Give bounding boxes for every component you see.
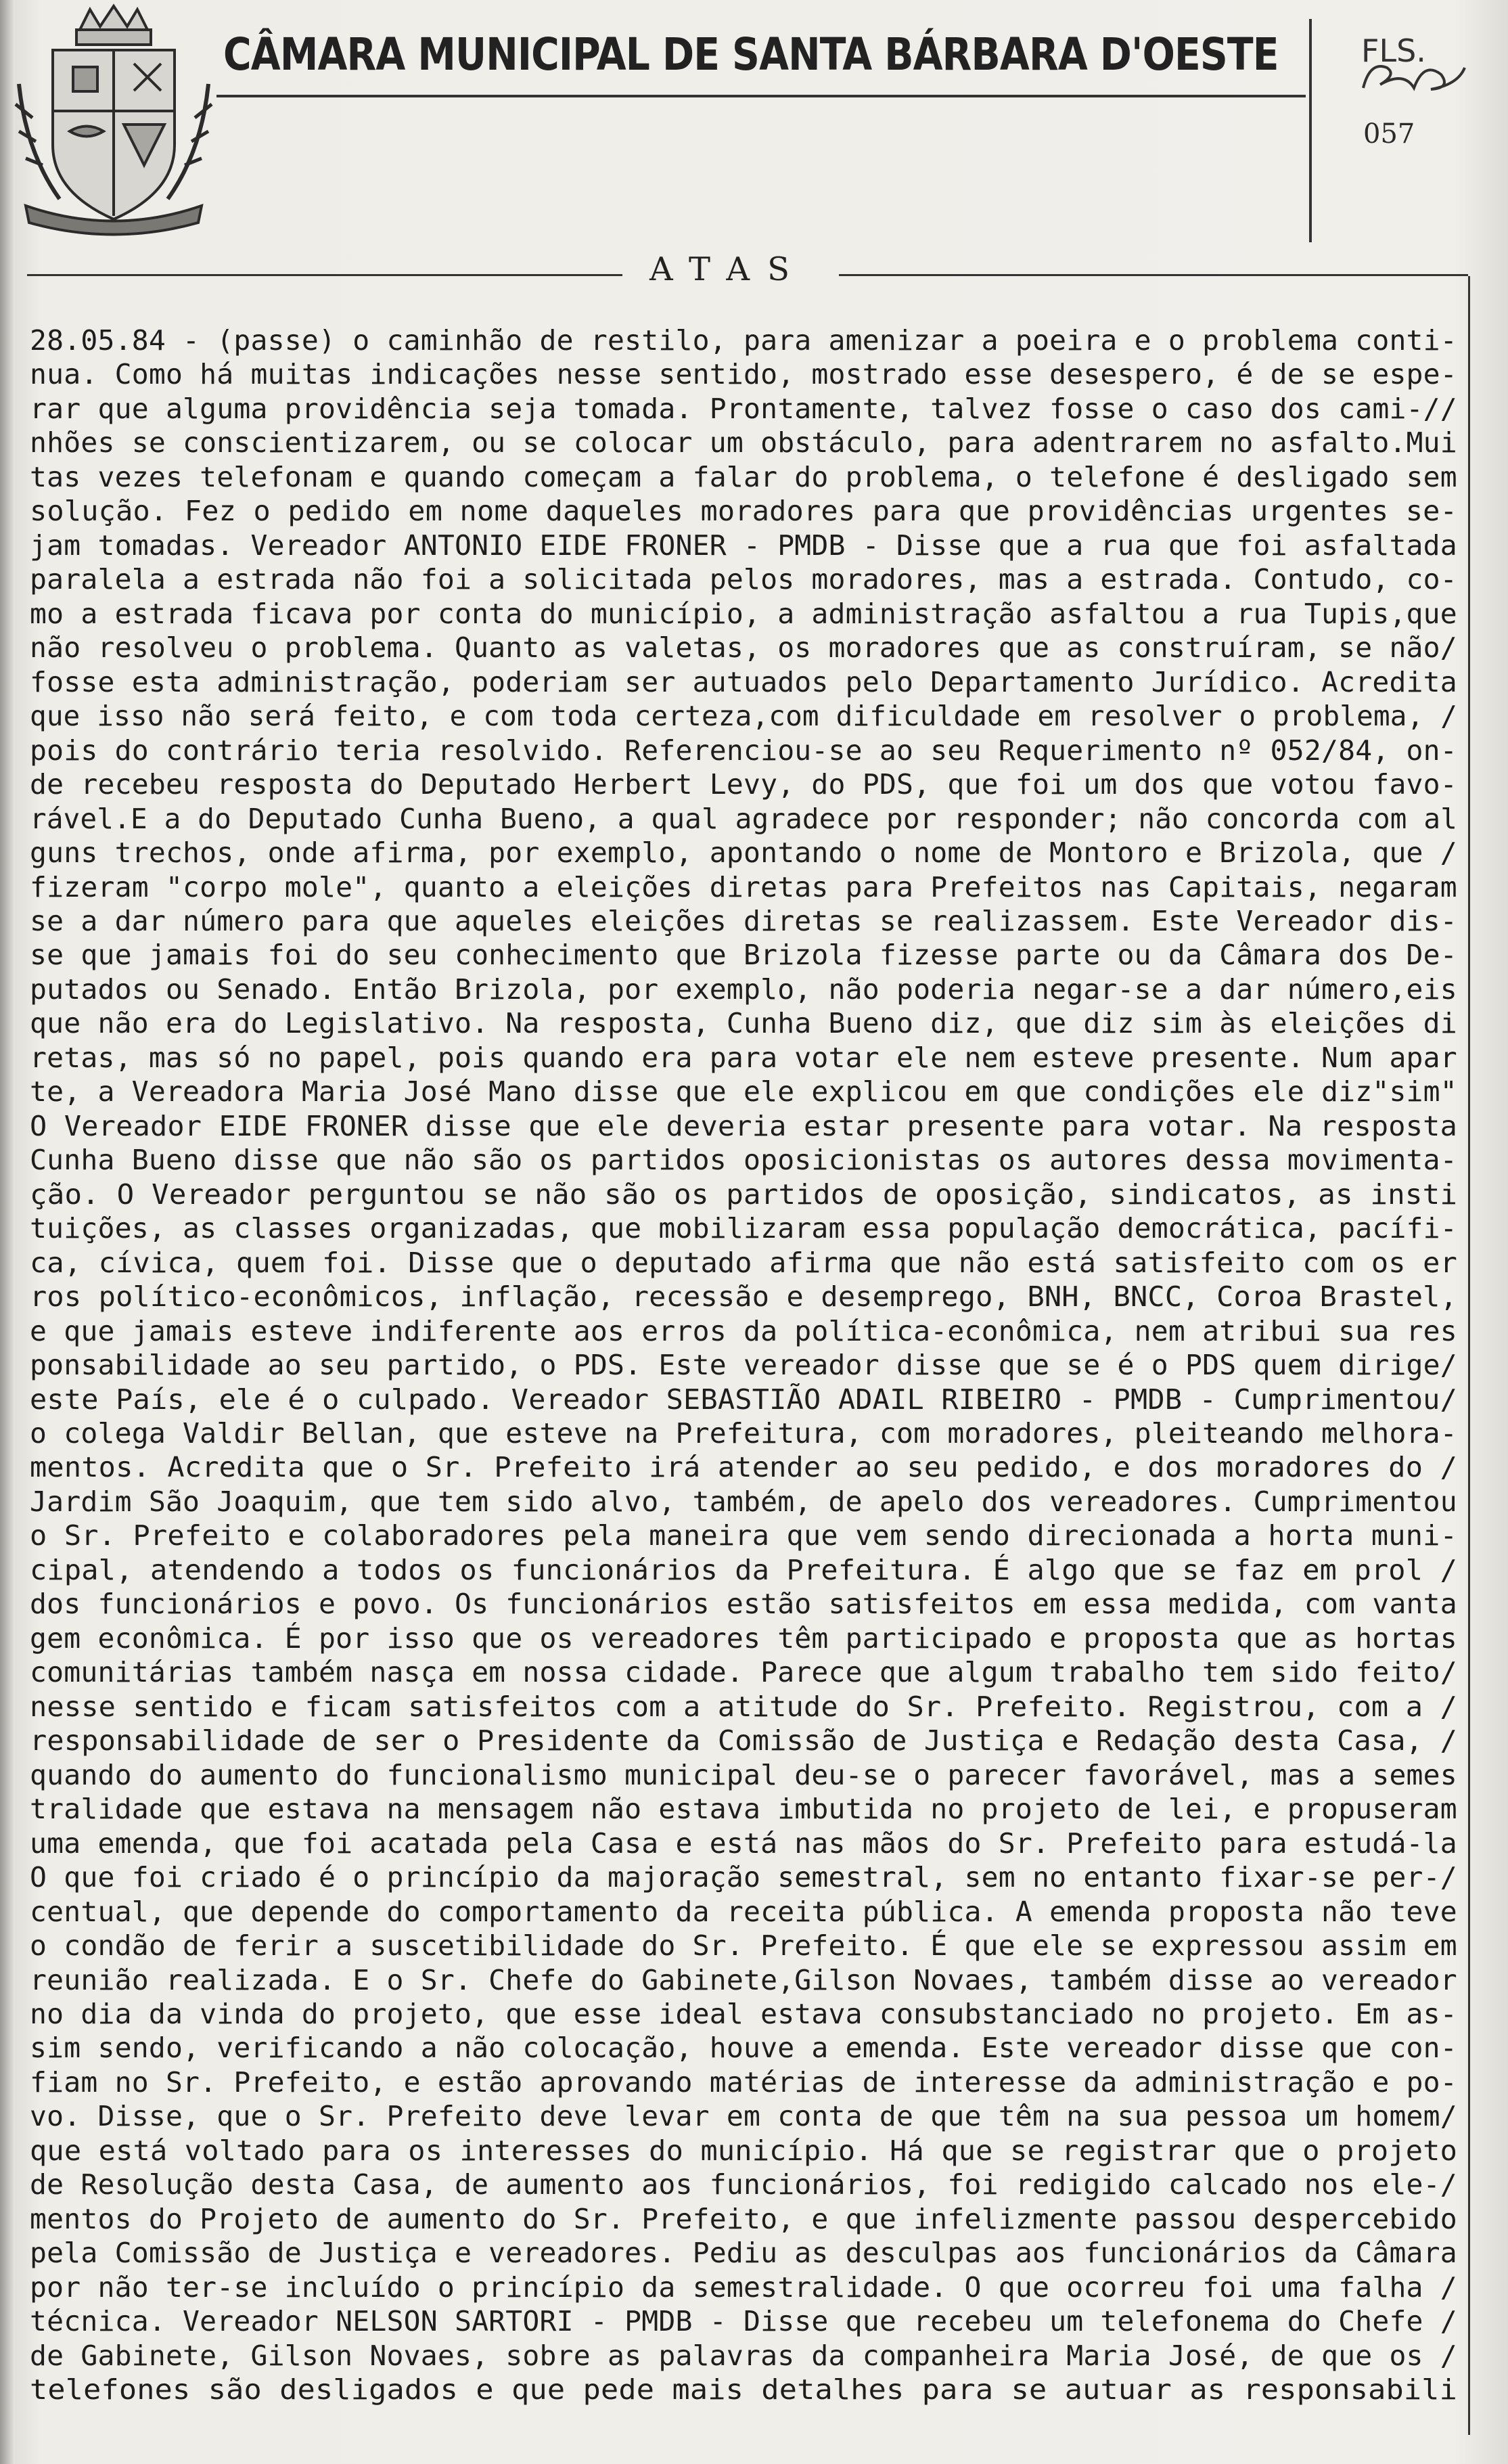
text-line-content: que não era do Legislativo. Na resposta, Cunha Bueno diz, que diz sim às eleições di: [30, 1007, 1457, 1040]
text-line: [30, 972, 1467, 1006]
text-line-content: mentos do Projeto de aumento do Sr. Prefeito, e que infelizmente passou despercebido: [30, 2202, 1457, 2235]
text-line: [30, 1587, 1467, 1621]
text-line-content: jam tomadas. Vereador ANTONIO EIDE FRONER - PMDB - Disse que a rua que foi asfaltada: [30, 529, 1457, 562]
text-line: [30, 357, 1467, 391]
text-line-content: ção. O Vereador perguntou se não são os partidos de oposição, sindicatos, as insti: [30, 1178, 1458, 1211]
text-line-content: ponsabilidade ao seu partido, o PDS. Este vereador disse que se é o PDS quem dirige/: [30, 1349, 1457, 1382]
text-line: [30, 631, 1467, 665]
text-line: [30, 597, 1467, 631]
text-line-content: putados ou Senado. Então Brizola, por exemplo, não poderia negar-se a dar número,eis: [30, 972, 1457, 1006]
text-line-content: o colega Valdir Bellan, que esteve na Prefeitura, com moradores, pleiteando melhora-: [30, 1417, 1457, 1450]
text-line-content: tas vezes telefonam e quando começam a falar do problema, o telefone é desligado sem: [30, 460, 1457, 493]
text-line: [30, 665, 1467, 699]
text-line-content: cipal, atendendo a todos os funcionários da Prefeitura. É algo que se faz em prol /: [30, 1553, 1458, 1586]
text-line-content: fizeram "corpo mole", quanto a eleições diretas para Prefeitos nas Capitais, negaram: [30, 870, 1457, 903]
text-line-content: ca, cívica, quem foi. Disse que o deputado afirma que não está satisfeito com os er: [30, 1246, 1458, 1279]
text-line: [30, 392, 1467, 426]
text-line-content: tralidade que estava na mensagem não estava imbutida no projeto de lei, e propuseram: [30, 1793, 1457, 1826]
text-line: [30, 1450, 1467, 1484]
text-line: [30, 2373, 1467, 2406]
text-line-content: rável.E a do Deputado Cunha Bueno, a qual agradece por responder; não concorda com al: [30, 802, 1458, 835]
text-line-content: sim sendo, verificando a não colocação, houve a emenda. Este vereador disse que con-: [30, 2032, 1457, 2065]
text-line-content: paralela a estrada não foi a solicitada pelos moradores, mas a estrada. Contudo, co-: [30, 563, 1457, 596]
text-line-content: O que foi criado é o princípio da majoração semestral, sem no entanto fixar-se per-/: [30, 1861, 1457, 1894]
municipal-coat-of-arms-icon: [5, 3, 222, 236]
text-line: [30, 1553, 1467, 1587]
text-line: [30, 1690, 1467, 1724]
text-line-content: que isso não será feito, e com toda certeza,com dificuldade em resolver o problema, /: [30, 700, 1458, 733]
text-line: [30, 323, 1467, 357]
text-line-content: técnica. Vereador NELSON SARTORI - PMDB - Disse que recebeu um telefonema do Chefe /: [30, 2305, 1457, 2338]
text-line-content: que está voltado para os interesses do município. Há que se registrar que o projeto: [30, 2134, 1458, 2167]
text-line: [30, 562, 1467, 596]
text-line-content: 28.05.84 - (passe) o caminhão de restilo, para amenizar a poeira e o problema conti-: [30, 324, 1457, 357]
text-line: [30, 1724, 1467, 1757]
text-line: [30, 836, 1467, 870]
text-line-content: uma emenda, que foi acatada pela Casa e está nas mãos do Sr. Prefeito para estudá-la: [30, 1827, 1457, 1860]
text-line: [30, 1758, 1467, 1792]
text-line-content: se que jamais foi do seu conhecimento que Brizola fizesse parte ou da Câmara dos De-: [30, 939, 1457, 972]
text-line-content: reunião realizada. E o Sr. Chefe do Gabinete,Gilson Novaes, também disse ao vereador: [30, 1963, 1457, 1996]
text-line: [30, 1383, 1467, 1416]
text-line: [30, 2202, 1467, 2236]
text-line: [30, 1485, 1467, 1519]
text-line: [30, 2031, 1467, 2065]
text-line: [30, 1792, 1467, 1826]
text-line: [30, 802, 1467, 836]
text-line-content: pois do contrário teria resolvido. Referenciou-se ao seu Requerimento nº 052/84, on-: [30, 734, 1457, 767]
text-line: [30, 699, 1467, 733]
text-line-content: guns trechos, onde afirma, por exemplo, apontando o nome de Montoro e Brizola, que /: [30, 836, 1457, 870]
text-line: [30, 460, 1467, 494]
text-line: [30, 1416, 1467, 1450]
text-line-content: mentos. Acredita que o Sr. Prefeito irá atender ao seu pedido, e dos moradores do /: [30, 1451, 1458, 1484]
text-line: [30, 1109, 1467, 1143]
institution-title: CÂMARA MUNICIPAL DE SANTA BÁRBARA D'OESTE: [223, 28, 1279, 81]
text-line-content: ros político-econômicos, inflação, recessão e desemprego, BNH, BNCC, Coroa Brastel,: [30, 1280, 1458, 1314]
text-line-content: retas, mas só no papel, pois quando era para votar ele nem esteve presente. Num apar: [30, 1041, 1457, 1074]
text-line-content: quando do aumento do funcionalismo municipal deu-se o parecer favorável, mas a semes: [30, 1758, 1457, 1791]
text-line: [30, 1006, 1467, 1040]
scan-edge-shadow: [0, 0, 15, 2464]
text-line: [30, 1519, 1467, 1552]
text-line-content: vo. Disse, que o Sr. Prefeito deve levar em conta de que têm na sua pessoa um homem/: [30, 2100, 1457, 2133]
header-rule: [216, 95, 1306, 97]
text-line: [30, 1246, 1467, 1280]
text-line: [30, 426, 1467, 460]
text-line-content: nua. Como há muitas indicações nesse sentido, mostrado esse desespero, é de se espe-: [30, 358, 1457, 391]
text-line-content: no dia da vinda do projeto, que esse ideal estava consubstanciado no projeto. Em as-: [30, 1997, 1457, 2030]
text-line-content: tuições, as classes organizadas, que mobilizaram essa população democrática, pacífi-: [30, 1212, 1457, 1245]
text-line-content: pela Comissão de Justiça e vereadores. Pediu as desculpas aos funcionários da Câmara: [30, 2237, 1457, 2270]
text-line-content: rar que alguma providência seja tomada. Prontamente, talvez fosse o caso dos cami-//: [30, 392, 1457, 425]
header-vertical-rule: [1309, 19, 1312, 242]
text-line: [30, 1827, 1467, 1860]
text-line: [30, 1860, 1467, 1894]
minutes-text-body: [30, 323, 1467, 2407]
text-line: [30, 2065, 1467, 2099]
text-line-content: solução. Fez o pedido em nome daqueles moradores para que providências urgentes se-: [30, 495, 1458, 528]
folio-initials-signature-icon: [1350, 47, 1471, 108]
text-line-content: nesse sentido e ficam satisfeitos com a atitude do Sr. Prefeito. Registrou, com a /: [30, 1690, 1458, 1723]
text-line: [30, 1929, 1467, 1963]
text-line-content: mo a estrada ficava por conta do município, a administração asfaltou a rua Tupis,que: [30, 597, 1457, 630]
text-line: [30, 734, 1467, 767]
text-line: [30, 1895, 1467, 1929]
text-line: [30, 494, 1467, 528]
text-line: [30, 1963, 1467, 1997]
text-line: [30, 2134, 1467, 2168]
text-line-content: dos funcionários e povo. Os funcionários estão satisfeitos em essa medida, com vanta: [30, 1588, 1457, 1621]
text-line-content: responsabilidade de ser o Presidente da Comissão de Justiça e Redação desta Casa, /: [30, 1724, 1458, 1757]
text-line: [30, 2304, 1467, 2338]
text-line-content: fosse esta administração, poderiam ser autuados pelo Departamento Jurídico. Acredita: [30, 665, 1457, 698]
text-line: [30, 1143, 1467, 1177]
text-line: [30, 2339, 1467, 2373]
text-line: [30, 1211, 1467, 1245]
text-line: [30, 1178, 1467, 1211]
text-line: [30, 1655, 1467, 1689]
folio-label: FLS.: [1361, 32, 1426, 69]
text-line-content: o Sr. Prefeito e colaboradores pela maneira que vem sendo direcionada a horta muni-: [30, 1519, 1458, 1552]
text-line: [30, 938, 1467, 972]
text-line: [30, 2168, 1467, 2201]
text-line: [30, 870, 1467, 904]
text-line-content: Jardim São Joaquim, que tem sido alvo, também, de apelo dos vereadores. Cumprimentou: [30, 1485, 1457, 1518]
text-line-content: por não ter-se incluído o princípio da semestralidade. O que ocorreu foi uma falha /: [30, 2270, 1457, 2304]
text-line-content: centual, que depende do comportamento da receita pública. A emenda proposta não teve: [30, 1895, 1457, 1928]
text-line-content: gem econômica. É por isso que os vereadores têm participado e proposta que as hortas: [30, 1621, 1457, 1655]
text-line-content: te, a Vereadora Maria José Mano disse que ele explicou em que condições ele diz"sim": [30, 1075, 1457, 1108]
text-line: [30, 2236, 1467, 2270]
text-line: [30, 904, 1467, 938]
text-line-content: nhões se conscientizarem, ou se colocar um obstáculo, para adentrarem no asfalto.Mui: [30, 426, 1457, 460]
text-line: [30, 767, 1467, 801]
text-line: [30, 1314, 1467, 1348]
text-line: [30, 1075, 1467, 1108]
text-line-content: este País, ele é o culpado. Vereador SEBASTIÃO ADAIL RIBEIRO - PMDB - Cumprimentou/: [30, 1383, 1458, 1416]
text-line: [30, 529, 1467, 562]
text-line-content: O Vereador EIDE FRONER disse que ele deveria estar presente para votar. Na resposta: [30, 1109, 1458, 1142]
text-line: [30, 1621, 1467, 1655]
text-line: [30, 1041, 1467, 1075]
text-line-content: fiam no Sr. Prefeito, e estão aprovando matérias de interesse da administração e po-: [30, 2065, 1457, 2099]
text-line: [30, 1280, 1467, 1314]
section-title: ATAS: [649, 250, 807, 288]
text-line: [30, 2270, 1467, 2304]
text-line: [30, 1348, 1467, 1382]
text-line-content: de recebeu resposta do Deputado Herbert Levy, do PDS, que foi um dos que votou favo-: [30, 768, 1457, 801]
text-line-content: comunitárias também nasça em nossa cidade. Parece que algum trabalho tem sido feito/: [30, 1656, 1457, 1689]
text-line: [30, 2099, 1467, 2133]
text-line-content: o condão de ferir a suscetibilidade do Sr. Prefeito. É que ele se expressou assim em: [30, 1929, 1457, 1963]
text-line-content: se a dar número para que aqueles eleições diretas se realizassem. Este Vereador dis-: [30, 904, 1457, 937]
text-line-content: não resolveu o problema. Quanto as valetas, os moradores que as construíram, se não/: [30, 631, 1457, 665]
text-line-content: de Gabinete, Gilson Novaes, sobre as palavras da companheira Maria José, de que os /: [30, 2339, 1457, 2372]
text-line: [30, 1997, 1467, 2031]
text-line-content: telefones são desligados e que pede mais detalhes para se autuar as responsabili: [30, 2373, 1457, 2406]
text-line-content: Cunha Bueno disse que não são os partidos oposicionistas os autores dessa movimenta-: [30, 1144, 1457, 1177]
text-line-content: e que jamais esteve indiferente aos erros da política-econômica, nem atribui sua res: [30, 1314, 1457, 1347]
text-line-content: de Resolução desta Casa, de aumento aos funcionários, foi redigido calcado nos ele-/: [30, 2168, 1457, 2201]
page-number: 057: [1363, 118, 1415, 150]
